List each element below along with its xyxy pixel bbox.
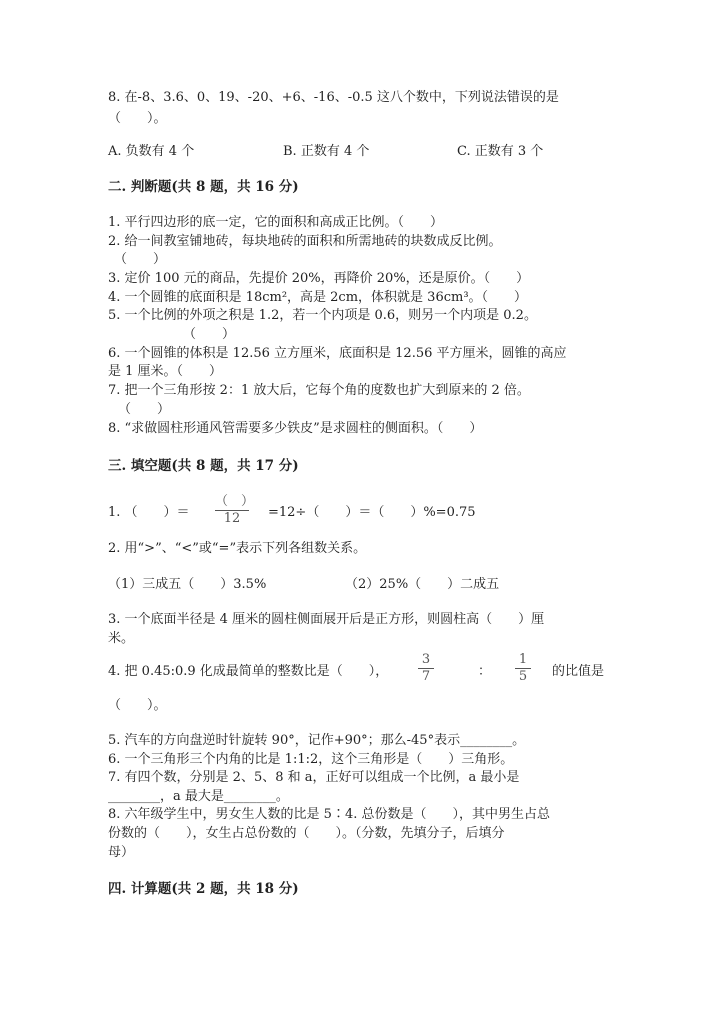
q8-stem-line1: 8. 在-8、3.6、0、19、-20、+6、-16、-0.5 这八个数中，下列说法错误的是 bbox=[108, 90, 559, 105]
s2-line: （ ） bbox=[114, 252, 167, 267]
s2-line: （ ） bbox=[183, 327, 236, 342]
s3-q1-post: =12÷（ ）＝（ ）%=0.75 bbox=[268, 505, 476, 520]
s2-line: 4. 一个圆锥的底面积是 18cm²，高是 2cm，体积就是 36cm³。（ ） bbox=[108, 290, 528, 305]
fraction-numerator: （ ） bbox=[215, 494, 255, 509]
q8-option-c: C. 正数有 3 个 bbox=[457, 144, 544, 159]
s2-line: 3. 定价 100 元的商品，先提价 20%，再降价 20%，还是原价。（ ） bbox=[108, 271, 530, 286]
s2-line: 5. 一个比例的外项之积是 1.2，若一个内项是 0.6，则另一个内项是 0.2。 bbox=[108, 308, 537, 323]
s2-line: 是 1 厘米。（ ） bbox=[108, 364, 223, 379]
section2-title: 二. 判断题(共 8 题，共 16 分) bbox=[108, 179, 299, 195]
fraction-denominator: 7 bbox=[421, 669, 431, 684]
q8-option-a: A. 负数有 4 个 bbox=[108, 144, 195, 159]
s3-q4-fraction2 bbox=[515, 653, 531, 684]
s3-q7-line2: ________，a 最大是________。 bbox=[108, 789, 289, 804]
s2-line: 8. “求做圆柱形通风管需要多少铁皮”是求圆柱的侧面积。（ ） bbox=[108, 421, 483, 436]
s3-q8-line2: 份数的（ ），女生占总份数的（ ）。（分数，先填分子，后填分 bbox=[108, 826, 505, 841]
s3-q1-pre: 1. （ ）＝ bbox=[108, 505, 190, 520]
s3-q8-line1: 8. 六年级学生中，男女生人数的比是 5∶4. 总份数是（ ），其中男生占总 bbox=[108, 807, 550, 822]
s2-line: 7. 把一个三角形按 2：1 放大后，它每个角的度数也扩大到原来的 2 倍。 bbox=[108, 383, 530, 398]
s3-q7-line1: 7. 有四个数，分别是 2、5、8 和 a，正好可以组成一个比例，a 最小是 bbox=[108, 770, 520, 785]
fraction-numerator: 1 bbox=[518, 652, 528, 667]
section3-title: 三. 填空题(共 8 题，共 17 分) bbox=[108, 458, 299, 474]
s3-q4-colon: ： bbox=[478, 664, 492, 679]
s3-q4-post: 的比值是 bbox=[552, 664, 605, 679]
s2-line: 1. 平行四边形的底一定，它的面积和高成正比例。（ ） bbox=[108, 215, 444, 230]
s3-q4-line2: （ ）。 bbox=[108, 698, 167, 713]
s3-q6: 6. 一个三角形三个内角的比是 1:1:2，这个三角形是（ ）三角形。 bbox=[108, 752, 514, 767]
s3-q2-a: （1）三成五（ ）3.5% bbox=[108, 577, 267, 592]
section4-title: 四. 计算题(共 2 题，共 18 分) bbox=[108, 881, 299, 897]
s3-q4-fraction1 bbox=[418, 653, 434, 684]
q8-stem-line2: （ ）。 bbox=[108, 111, 167, 126]
q8-option-b: B. 正数有 4 个 bbox=[283, 144, 370, 159]
s3-q2-b: （2）25%（ ）二成五 bbox=[345, 577, 500, 592]
s3-q2: 2. 用“>”、“<”或“=”表示下列各组数关系。 bbox=[108, 541, 367, 556]
s2-line: 2. 给一间教室铺地砖，每块地砖的面积和所需地砖的块数成反比例。 bbox=[108, 234, 502, 249]
s3-q3-line1: 3. 一个底面半径是 4 厘米的圆柱侧面展开后是正方形，则圆柱高（ ）厘 bbox=[108, 612, 545, 627]
fraction-numerator: 3 bbox=[421, 652, 431, 667]
fraction-denominator: 5 bbox=[518, 669, 528, 684]
s3-q8-line3: 母） bbox=[108, 845, 135, 860]
s3-q1-fraction bbox=[215, 494, 255, 526]
fraction-denominator: 12 bbox=[223, 511, 241, 526]
s2-line: （ ） bbox=[118, 402, 171, 417]
s3-q5: 5. 汽车的方向盘逆时针旋转 90°，记作+90°；那么-45°表示________。 bbox=[108, 733, 526, 748]
s3-q4-pre: 4. 把 0.45:0.9 化成最简单的整数比是（ ）， bbox=[108, 664, 389, 679]
s3-q3-line2: 米。 bbox=[108, 631, 135, 646]
s2-line: 6. 一个圆锥的体积是 12.56 立方厘米，底面积是 12.56 平方厘米，圆锥的高应 bbox=[108, 346, 567, 361]
